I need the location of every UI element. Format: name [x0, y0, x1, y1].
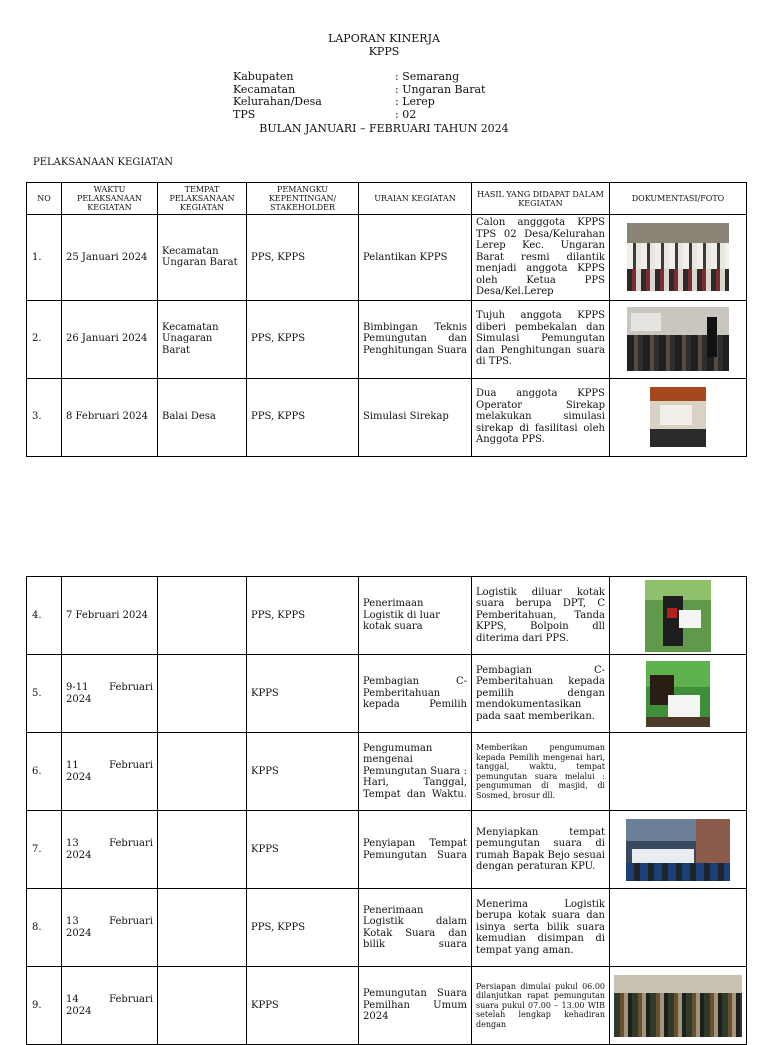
cell-activity: Penerimaan Logistik dalam Kotak Suara dan bilik suara [359, 889, 472, 967]
meta-value: : Lerep [395, 95, 435, 108]
cell-stakeholder: PPS, KPPS [247, 577, 359, 655]
cell-date: 26 Januari 2024 [62, 300, 158, 378]
cell-activity: Penyiapan Tempat Pemungutan Suara [359, 811, 472, 889]
cell-photo [610, 300, 747, 378]
cell-result: Pembagian C-Pemberitahuan kepada pemilih dengan mendokumentasikan pada saat memberikan. [472, 655, 610, 733]
cell-date: 9-11 Februari 2024 [62, 655, 158, 733]
table-row [27, 215, 747, 301]
cell-date: 11 Februari 2024 [62, 733, 158, 811]
header-place: TEMPAT PELAKSANAAN KEGIATAN [158, 183, 247, 215]
cell-place: Balai Desa [158, 378, 247, 456]
cell-place [158, 733, 247, 811]
cell-place [158, 889, 247, 967]
report-meta [233, 71, 485, 121]
cell-stakeholder: PPS, KPPS [247, 889, 359, 967]
cell-stakeholder: KPPS [247, 655, 359, 733]
cell-no: 5. [27, 655, 62, 733]
cell-no: 4. [27, 577, 62, 655]
table-row [27, 733, 747, 811]
meta-row [233, 71, 485, 84]
cell-result: Menerima Logistik berupa kotak suara dan isinya serta bilik suara kemudian disimpan di tempat yang aman. [472, 889, 610, 967]
cell-place [158, 577, 247, 655]
cell-no: 8. [27, 889, 62, 967]
meta-label: Kelurahan/Desa [233, 95, 322, 108]
cell-result: Calon angggota KPPS TPS 02 Desa/Kelurahan Lerep Kec. Ungaran Barat resmi dilantik menjadi anggota KPPS oleh Ketua PPS Desa/Kel.Lerep [472, 215, 610, 301]
meta-label: Kabupaten [233, 70, 294, 83]
cell-activity: Pemungutan Suara Pemilhan Umum 2024 [359, 967, 472, 1045]
cell-result: Persiapan dimulai pukul 06.00 dilanjutkan rapat pemungutan suara pukul 07.00 – 13.00 WIB setelah lengkap kehadiran dengan [472, 967, 610, 1045]
meta-row [233, 96, 485, 109]
header-stakeholder: PEMANGKU KEPENTINGAN/ STAKEHOLDER [247, 183, 359, 215]
cell-stakeholder: PPS, KPPS [247, 300, 359, 378]
cell-date: 13 Februari 2024 [62, 889, 158, 967]
report-period: BULAN JANUARI – FEBRUARI TAHUN 2024 [259, 122, 509, 135]
voting-photo-icon [614, 975, 742, 1037]
cell-stakeholder: KPPS [247, 733, 359, 811]
tps-setup-photo-icon [626, 819, 730, 881]
cell-stakeholder: KPPS [247, 811, 359, 889]
cell-place: Kecamatan Unagaran Barat [158, 300, 247, 378]
meta-label: TPS [233, 107, 256, 121]
table-header-row [27, 183, 747, 215]
cell-stakeholder: PPS, KPPS [247, 378, 359, 456]
table-row [27, 300, 747, 378]
cell-photo [610, 811, 747, 889]
report-subtitle: KPPS [368, 45, 400, 58]
activity-table-continued [26, 576, 747, 1045]
cell-stakeholder: PPS, KPPS [247, 215, 359, 301]
table-row [27, 811, 747, 889]
cell-no: 9. [27, 967, 62, 1045]
logistics-photo-icon [645, 580, 711, 652]
section-title: PELAKSANAAN KEGIATAN [33, 157, 174, 168]
meta-value: : Semarang [395, 70, 460, 83]
cell-date: 7 Februari 2024 [62, 577, 158, 655]
cell-place [158, 967, 247, 1045]
meta-value: : 02 [395, 107, 417, 121]
cell-date: 14 Februari 2024 [62, 967, 158, 1045]
cell-place [158, 811, 247, 889]
meta-label: Kecamatan [233, 82, 296, 96]
cell-activity: Pelantikan KPPS [359, 215, 472, 301]
cell-place: Kecamatan Ungaran Barat [158, 215, 247, 301]
header-date: WAKTU PELAKSANAAN KEGIATAN [62, 183, 158, 215]
cell-place [158, 655, 247, 733]
table-row [27, 655, 747, 733]
cell-no: 7. [27, 811, 62, 889]
cell-result: Menyiapkan tempat pemungutan suara di rumah Bapak Bejo sesuai dengan peraturan KPU. [472, 811, 610, 889]
cell-date: 13 Februari 2024 [62, 811, 158, 889]
cell-result: Dua anggota KPPS Operator Sirekap melakukan simulasi sirekap di fasilitasi oleh Anggota PPS. [472, 378, 610, 456]
sirekap-photo-icon [650, 387, 706, 447]
cell-photo [610, 655, 747, 733]
cell-stakeholder: KPPS [247, 967, 359, 1045]
cell-activity: Simulasi Sirekap [359, 378, 472, 456]
cell-photo [610, 215, 747, 301]
cell-result: Logistik diluar kotak suara berupa DPT, C Pemberitahuan, Tanda KPPS, Bolpoin dll diterima dari PPS. [472, 577, 610, 655]
cell-activity: Pengumuman mengenai Pemungutan Suara : Hari, Tanggal, Tempat dan Waktu. [359, 733, 472, 811]
report-title: LAPORAN KINERJA [328, 32, 440, 45]
cell-activity: Pembagian C-Pemberitahuan kepada Pemilih [359, 655, 472, 733]
cell-no: 2. [27, 300, 62, 378]
meta-value: : Ungaran Barat [395, 82, 486, 96]
header-activity: URAIAN KEGIATAN [359, 183, 472, 215]
header-no: NO [27, 183, 62, 215]
cell-activity: Penerimaan Logistik di luar kotak suara [359, 577, 472, 655]
cell-photo [610, 967, 747, 1045]
table-row [27, 889, 747, 967]
activity-table [26, 182, 747, 457]
header-result: HASIL YANG DIDAPAT DALAM KEGIATAN [472, 183, 610, 215]
cell-no: 3. [27, 378, 62, 456]
cell-result: Tujuh anggota KPPS diberi pembekalan dan Simulasi Pemungutan dan Penghitungan suara di TPS. [472, 300, 610, 378]
distribution-photo-icon [646, 661, 710, 727]
cell-photo [610, 733, 747, 811]
cell-no: 1. [27, 215, 62, 301]
meta-row [233, 109, 485, 122]
cell-photo [610, 378, 747, 456]
ceremony-photo-icon [627, 223, 729, 291]
cell-date: 25 Januari 2024 [62, 215, 158, 301]
header-photo: DOKUMENTASI/FOTO [610, 183, 747, 215]
cell-photo [610, 577, 747, 655]
cell-no: 6. [27, 733, 62, 811]
table-row [27, 967, 747, 1045]
cell-date: 8 Februari 2024 [62, 378, 158, 456]
training-photo-icon [627, 307, 729, 371]
cell-activity: Bimbingan Teknis Pemungutan dan Penghitungan Suara [359, 300, 472, 378]
table-row [27, 577, 747, 655]
cell-result: Memberikan pengumuman kepada Pemilih mengenai hari, tanggal, waktu, tempat pemungutan suara melalui : pengumuman di masjid, di Sosmed, brosur dll. [472, 733, 610, 811]
cell-photo [610, 889, 747, 967]
table-row [27, 378, 747, 456]
